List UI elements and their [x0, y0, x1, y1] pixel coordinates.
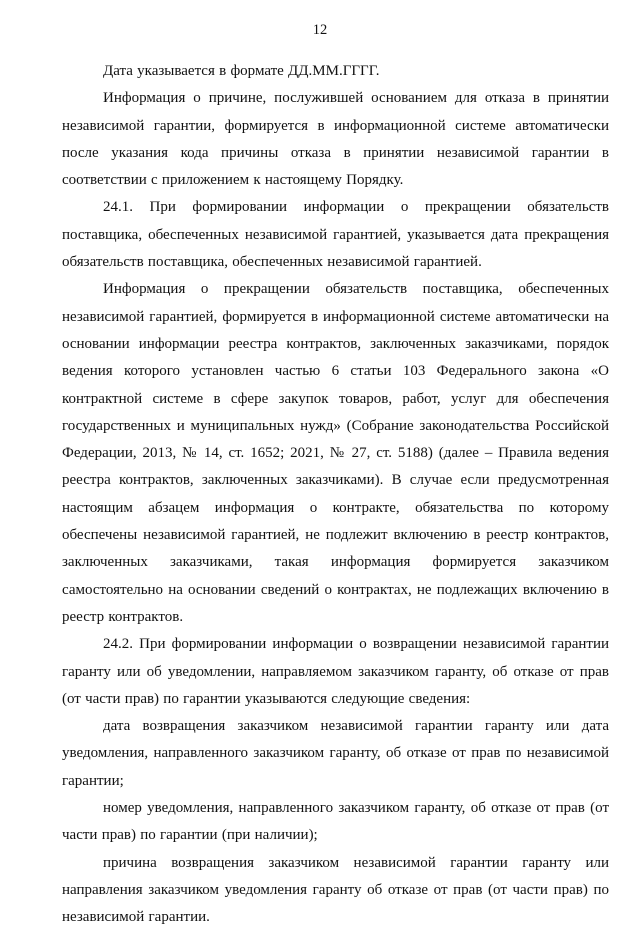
- paragraph-refusal-reason: Информация о причине, послужившей основанием для отказа в принятии независимой гарантии, формируется в информационной системе автоматически после указания кода причины отказа в принятии независимой гарантии в соответствии с приложением к настоящему Порядку.: [62, 90, 609, 189]
- list-item-return-reason: причина возвращения заказчиком независимой гарантии гаранту или направления заказчиком уведомления гаранту об отказе от прав (от части прав) по независимой гарантии.: [62, 854, 609, 926]
- document-body: [62, 58, 609, 932]
- paragraph-termination-info: Информация о прекращении обязательств поставщика, обеспеченных независимой гарантией, формируется в информационной системе автоматически на основании информации реестра контрактов, заключенных заказчиками, порядок ведения которого установлен частью 6 статьи 103 Федерального закона «О контрактной системе в сфере закупок товаров, работ, услуг для обеспечения государственных и муниципальных нужд» (Собрание законодательства Российской Федерации, 2013, № 14, ст. 1652; 2021, № 27, ст. 5188) (далее – Правила ведения реестра контрактов, заключенных заказчиками). В случае если предусмотренная настоящим абзацем информация о контракте, обязательства по которому обеспечены независимой гарантией, не подлежит включению в реестр контрактов, заключенных заказчиками, такая информация формируется заказчиком самостоятельно на основании сведений о контрактах, не подлежащих включению в реестр контрактов.: [62, 281, 609, 625]
- paragraph-date-format: Дата указывается в формате ДД.ММ.ГГГГ.: [103, 63, 380, 79]
- paragraph-24-1: 24.1. При формировании информации о прекращении обязательств поставщика, обеспеченных независимой гарантией, указывается дата прекращения обязательств поставщика, обеспеченных независимой гарантией.: [62, 199, 609, 271]
- paragraph-24-2: 24.2. При формировании информации о возвращении независимой гарантии гаранту или об уведомлении, направляемом заказчиком гаранту, об отказе от прав (от части прав) по гарантии указываются следующие сведения:: [62, 636, 609, 707]
- list-item-notice-number: номер уведомления, направленного заказчиком гаранту, об отказе от прав (от части прав) по гарантии (при наличии);: [62, 800, 609, 844]
- page-number: 12: [312, 22, 328, 38]
- list-item-return-date: дата возвращения заказчиком независимой гарантии гаранту или дата уведомления, направленного заказчиком гаранту, об отказе от прав по независимой гарантии;: [62, 718, 609, 789]
